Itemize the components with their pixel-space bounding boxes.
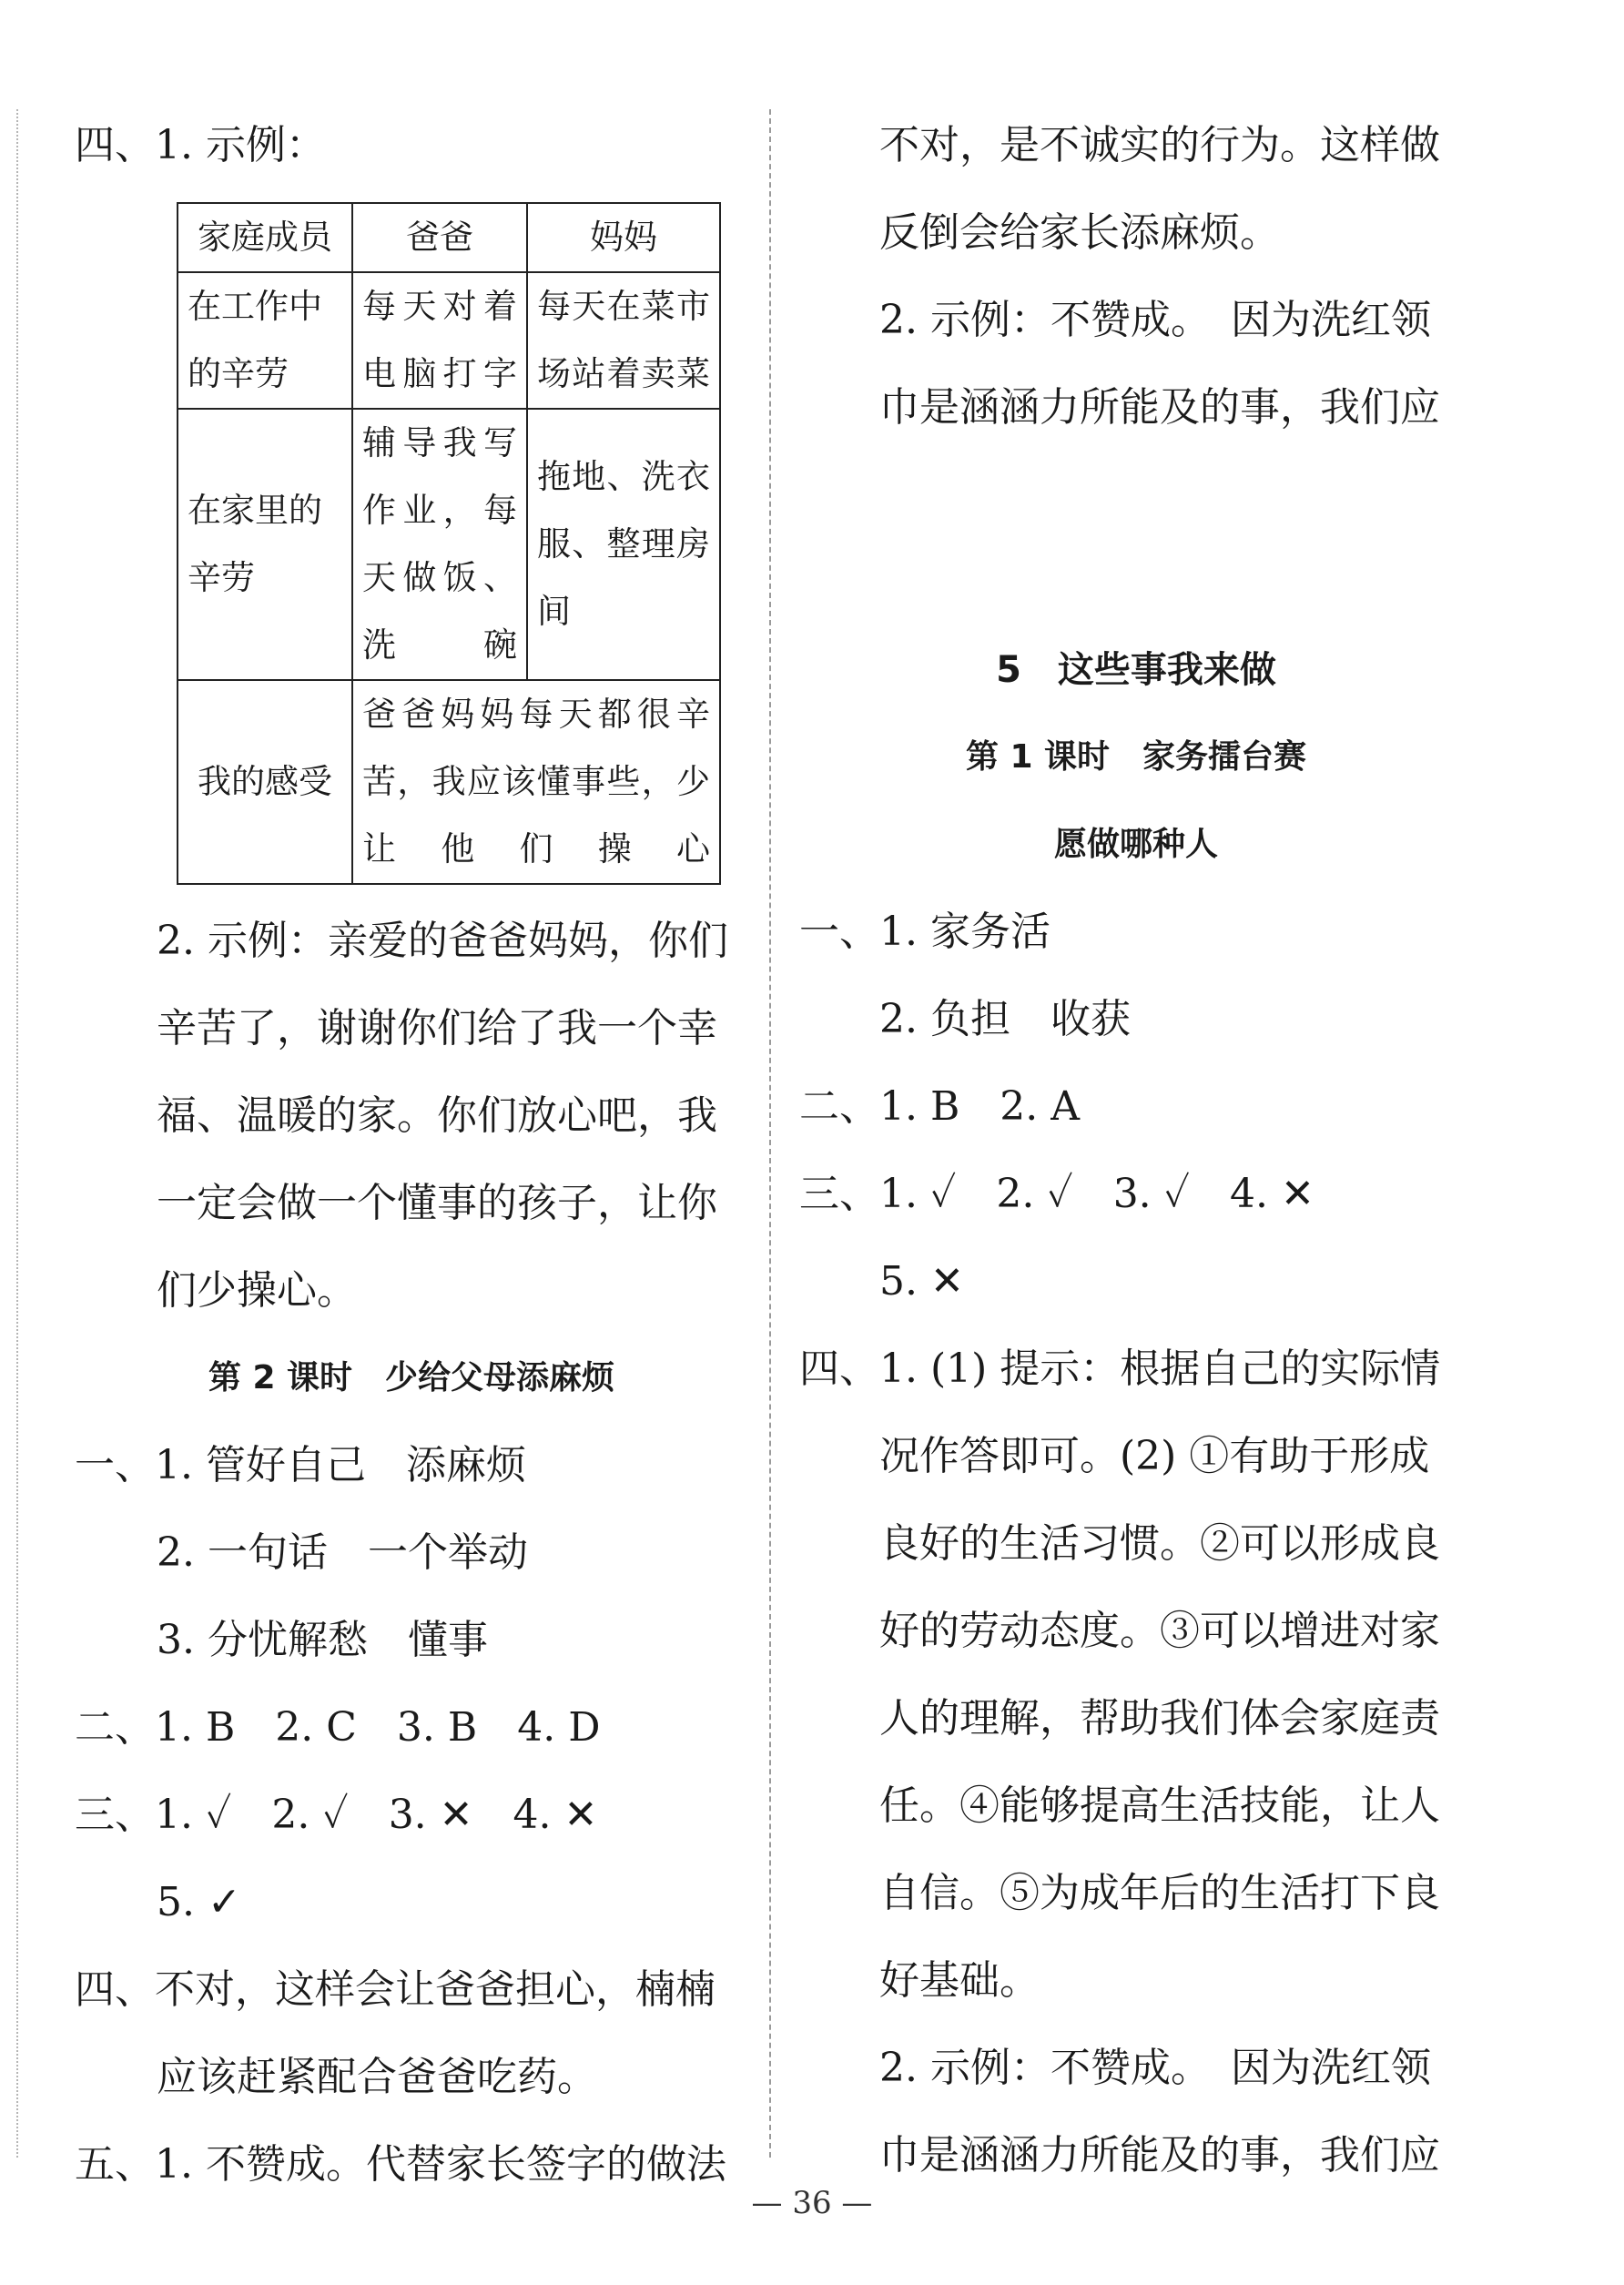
table-row: [178, 272, 720, 409]
lesson-2-title: 第 2 课时 少给父母添麻烦: [208, 1359, 615, 1396]
text-line: 5. ✓: [157, 1879, 241, 1925]
text-line: 5. ✕: [879, 1258, 964, 1305]
text-line: 一、1. 家务活: [799, 909, 1051, 955]
text-line: 三、1. ✓ 2. ✓ 3. ✓ 4. ✕: [799, 1171, 1314, 1217]
text-line: 2. 一句话 一个举动: [157, 1529, 528, 1576]
text-line: 一、1. 管好自己 添麻烦: [75, 1442, 526, 1488]
text-line: 任。④能够提高生活技能，让人: [879, 1782, 1440, 1829]
text-line: 2. 负担 收获: [879, 996, 1131, 1042]
text-line: [799, 539, 1473, 626]
table-cell: 我的感受: [178, 680, 352, 884]
lesson-1-title: 第 1 课时 家务擂台赛: [965, 738, 1307, 776]
table-cell: 每天对着电脑打字: [352, 272, 527, 409]
text-line: 应该赶紧配合爸爸吃药。: [157, 2054, 597, 2100]
text-line: 一定会做一个懂事的孩子，让你: [157, 1180, 717, 1226]
text-line: 2. 示例：不赞成。 因为洗红领: [879, 2045, 1431, 2091]
table-cell: 在家里的辛劳: [178, 409, 352, 680]
left-column: [75, 102, 748, 2209]
unit-title: 5 这些事我来做: [996, 649, 1276, 691]
text-line: 况作答即可。(2) ①有助于形成: [879, 1433, 1430, 1479]
text-line: [799, 452, 1473, 539]
right-column: [799, 102, 1473, 2199]
text-line: 巾是涵涵力所能及的事，我们应: [879, 2132, 1440, 2178]
table-header-row: [178, 203, 720, 272]
table-row: [178, 680, 720, 884]
table-cell: 拖地、洗衣服、整理房间: [527, 409, 720, 680]
text-line: 巾是涵涵力所能及的事，我们应: [879, 384, 1440, 431]
table-cell: 在工作中的辛劳: [178, 272, 352, 409]
family-table: [177, 202, 721, 885]
text-line: 好的劳动态度。③可以增进对家: [879, 1608, 1440, 1654]
table-cell: 辅导我写作业，每天做饭、洗碗: [352, 409, 527, 680]
table-row: [178, 409, 720, 680]
text-line: 2. 示例：不赞成。 因为洗红领: [879, 297, 1431, 343]
text-line: 二、1. B 2. A: [799, 1083, 1081, 1130]
page-number: — 36 —: [751, 2185, 873, 2221]
text-line: 好基础。: [879, 1957, 1040, 2004]
text-line: 五、1. 不赞成。代替家长签字的做法: [75, 2141, 726, 2188]
text-line: 不对，是不诚实的行为。这样做: [879, 122, 1440, 168]
text-line: 四、不对，这样会让爸爸担心，楠楠: [75, 1966, 716, 2013]
text-line: 辛苦了，谢谢你们给了我一个幸: [157, 1005, 717, 1051]
text-line: 2. 示例：亲爱的爸爸妈妈，你们: [157, 918, 728, 964]
text-line: 自信。⑤为成年后的生活打下良: [879, 1870, 1440, 1916]
text-line: 三、1. ✓ 2. ✓ 3. ✕ 4. ✕: [75, 1792, 598, 1838]
text-line: 福、温暖的家。你们放心吧，我: [157, 1092, 717, 1139]
binding-edge: [16, 109, 18, 2158]
table-header: 家庭成员: [178, 203, 352, 272]
table-cell: 每天在菜市场站着卖菜: [527, 272, 720, 409]
column-divider: [769, 109, 771, 2158]
text-line: 反倒会给家长添麻烦。: [879, 209, 1280, 256]
text-line: 二、1. B 2. C 3. B 4. D: [75, 1704, 601, 1751]
text-line: 良好的生活习惯。②可以形成良: [879, 1520, 1440, 1567]
table-header: 妈妈: [527, 203, 720, 272]
text-line: 们少操心。: [157, 1267, 357, 1314]
table-header: 爸爸: [352, 203, 527, 272]
table-cell: 爸爸妈妈每天都很辛苦，我应该懂事些，少让他们操心: [352, 680, 720, 884]
text-line: 人的理解，帮助我们体会家庭责: [879, 1695, 1440, 1742]
text-line: 四、1. (1) 提示：根据自己的实际情: [799, 1346, 1441, 1392]
text-line: 3. 分忧解愁 懂事: [157, 1617, 488, 1663]
section-title: 愿做哪种人: [1053, 826, 1218, 863]
section-4-label: 四、1. 示例：: [75, 122, 326, 168]
